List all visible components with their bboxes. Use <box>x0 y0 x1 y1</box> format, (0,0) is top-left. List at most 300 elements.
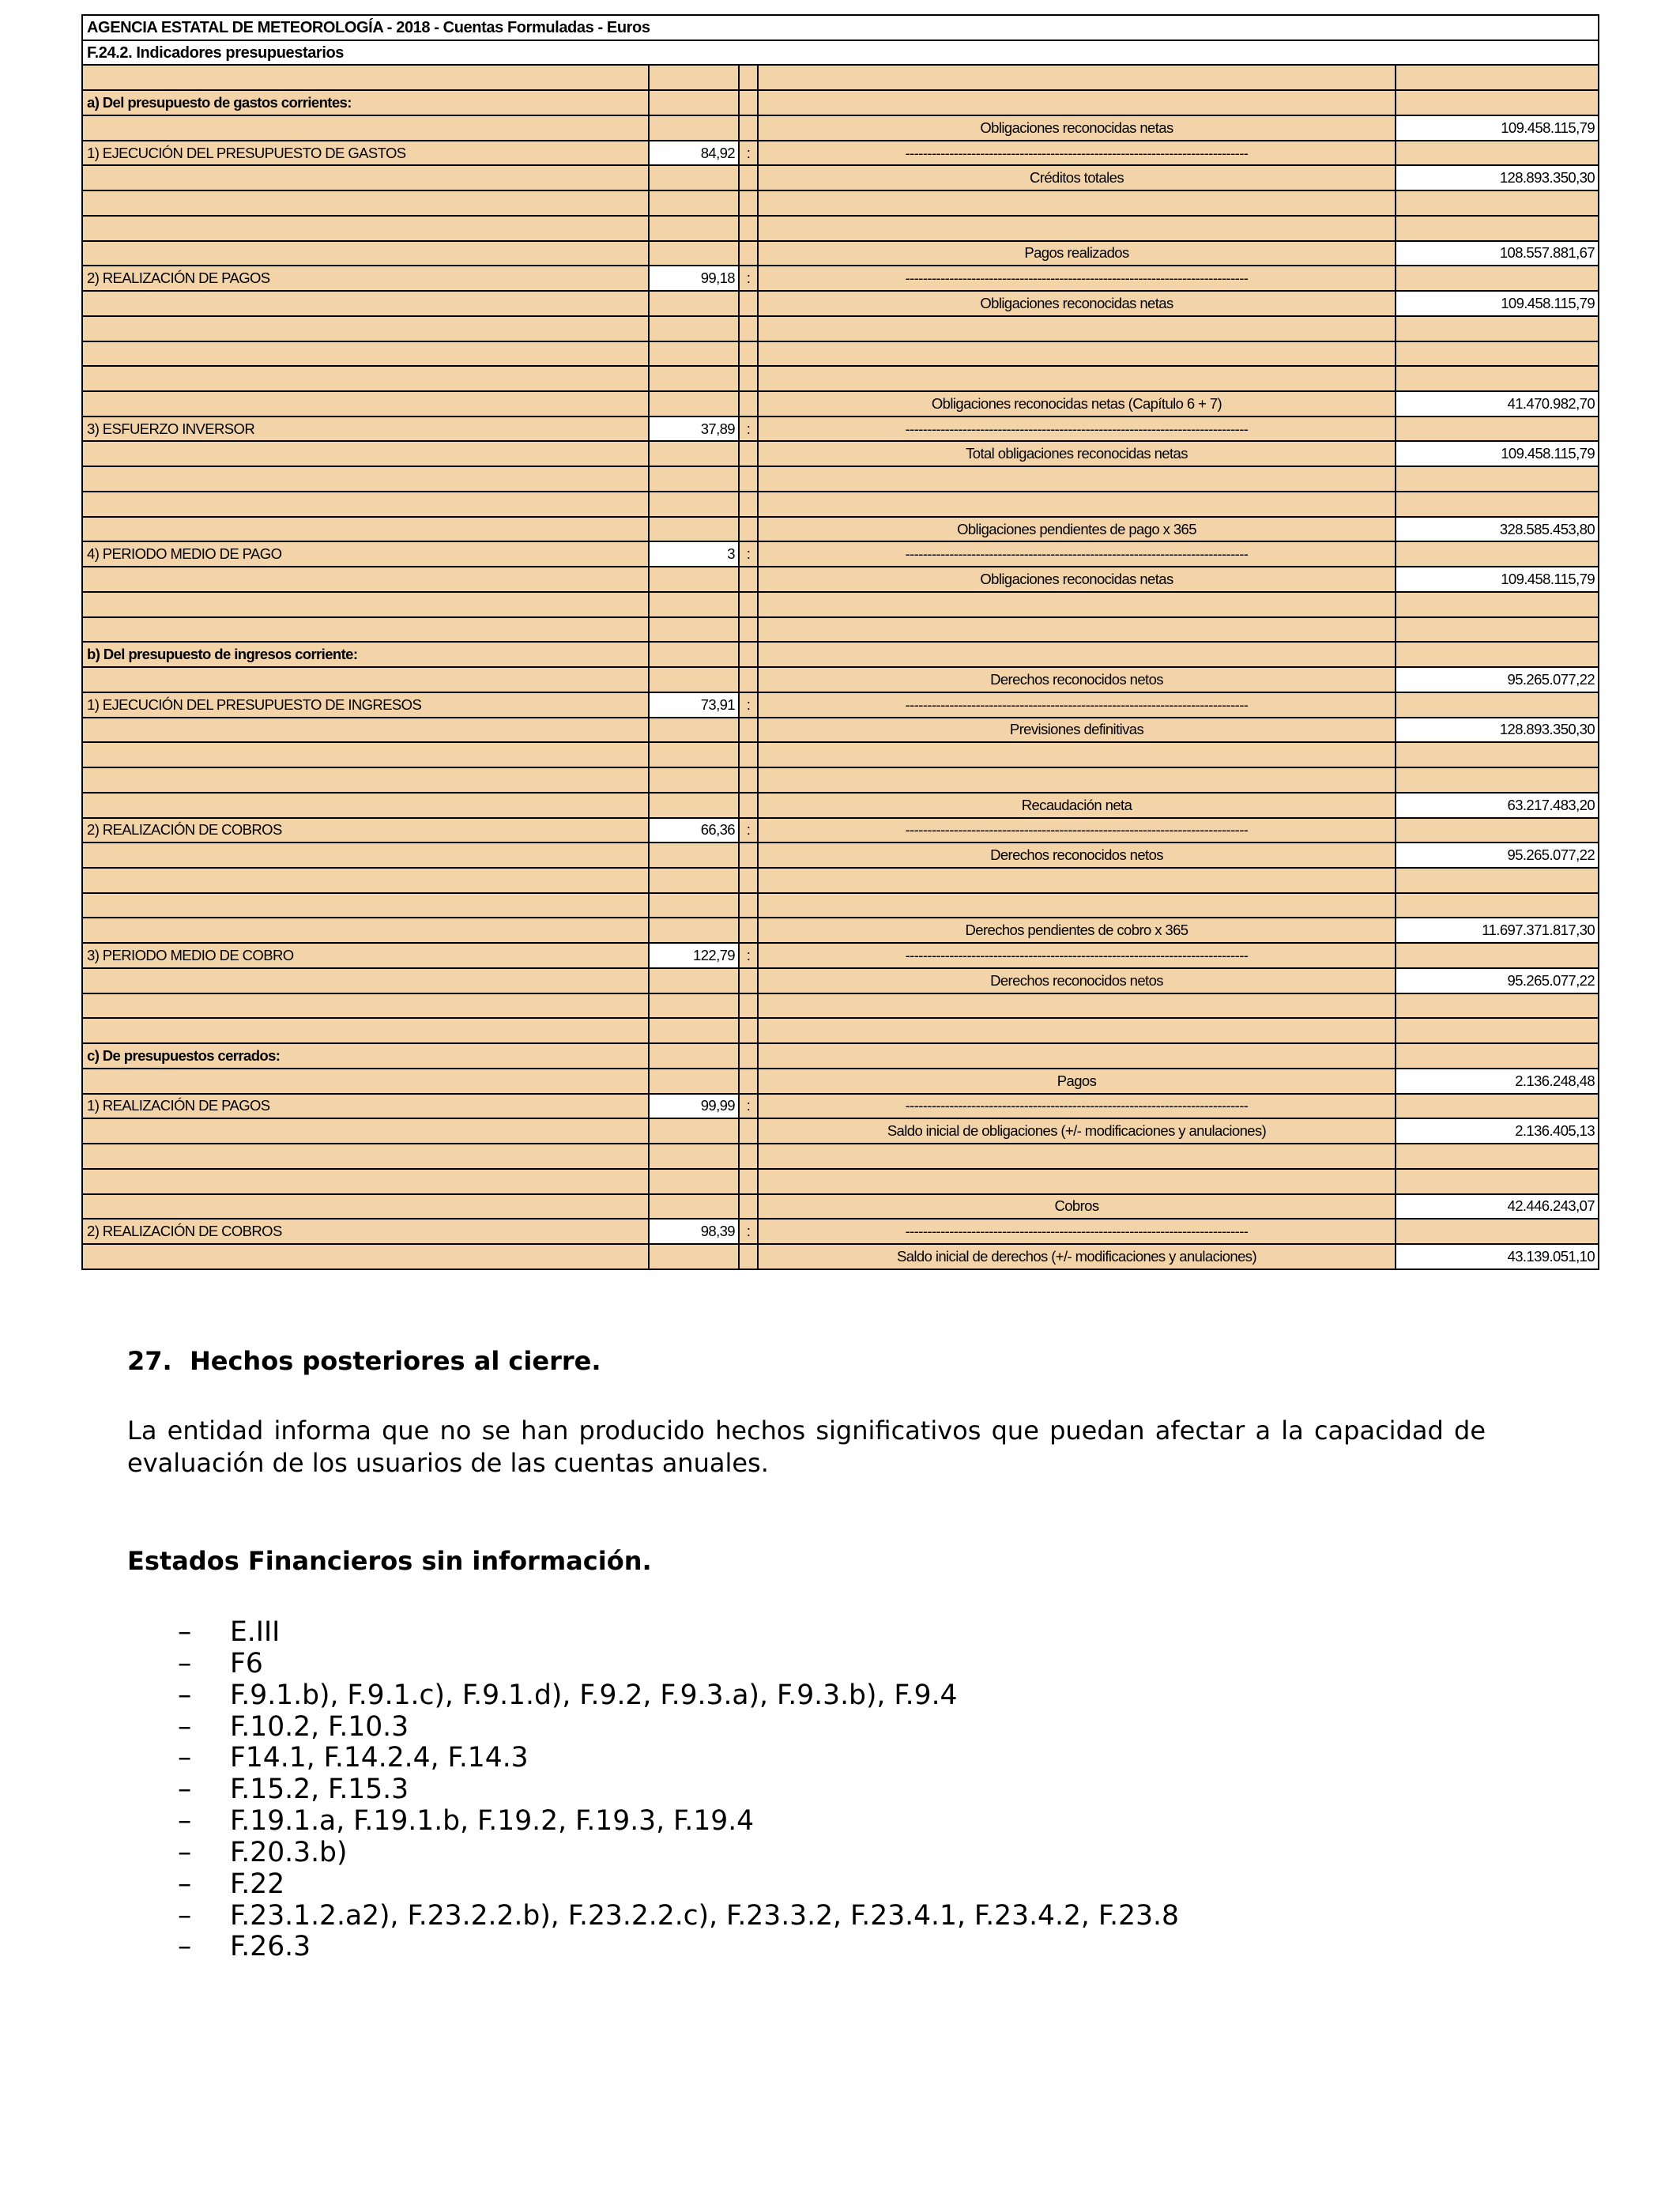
amount: 328.585.453,80 <box>1396 517 1599 542</box>
amount <box>1396 417 1599 442</box>
row-description <box>758 642 1396 667</box>
component-row <box>82 115 1599 141</box>
indicator-value <box>649 1018 739 1043</box>
row-label <box>82 165 649 190</box>
amount <box>1396 466 1599 492</box>
amount <box>1396 692 1599 718</box>
component-row <box>82 1069 1599 1094</box>
table-body <box>82 65 1599 1269</box>
row-label <box>82 391 649 417</box>
list-bullet: – <box>178 1710 192 1743</box>
empty-row <box>82 868 1599 893</box>
separator: : <box>739 141 758 166</box>
row-description <box>758 1144 1396 1169</box>
list-item <box>0 1743 1680 1774</box>
amount <box>1396 1144 1599 1169</box>
amount <box>1396 366 1599 391</box>
amount <box>1396 943 1599 968</box>
table-subtitle-row <box>82 40 1599 66</box>
indicator-value <box>649 893 739 918</box>
row-description: Pagos <box>758 1069 1396 1094</box>
indicator-value <box>649 742 739 767</box>
empty-row <box>82 767 1599 793</box>
separator <box>739 893 758 918</box>
amount <box>1396 993 1599 1019</box>
row-description: Obligaciones reconocidas netas <box>758 291 1396 316</box>
list-item <box>0 1806 1680 1838</box>
row-label <box>82 667 649 692</box>
list-item-text: F.19.1.a, F.19.1.b, F.19.2, F.19.3, F.19.4 <box>230 1805 755 1838</box>
indicator-row <box>82 266 1599 291</box>
row-description: Créditos totales <box>758 165 1396 190</box>
row-description <box>758 190 1396 216</box>
row-description <box>758 592 1396 617</box>
amount <box>1396 341 1599 367</box>
component-row <box>82 241 1599 266</box>
indicator-value <box>649 466 739 492</box>
row-description: ------------------------------------------------------------------------------ <box>758 1219 1396 1244</box>
list-bullet: – <box>178 1931 192 1963</box>
section-heading-row <box>82 90 1599 115</box>
indicator-value <box>649 793 739 818</box>
row-label: 1) REALIZACIÓN DE PAGOS <box>82 1094 649 1119</box>
component-row <box>82 718 1599 743</box>
indicator-row <box>82 1219 1599 1244</box>
row-label <box>82 1144 649 1169</box>
row-label <box>82 115 649 141</box>
empty-row <box>82 492 1599 517</box>
separator: : <box>739 818 758 843</box>
row-label: 3) ESFUERZO INVERSOR <box>82 417 649 442</box>
indicator-value <box>649 617 739 643</box>
indicator-value <box>649 517 739 542</box>
component-row <box>82 1118 1599 1144</box>
component-row <box>82 391 1599 417</box>
amount <box>1396 592 1599 617</box>
amount: 42.446.243,07 <box>1396 1194 1599 1220</box>
indicator-value <box>649 1118 739 1144</box>
indicator-row <box>82 141 1599 166</box>
separator <box>739 216 758 241</box>
row-label: 1) EJECUCIÓN DEL PRESUPUESTO DE GASTOS <box>82 141 649 166</box>
indicator-value: 66,36 <box>649 818 739 843</box>
separator <box>739 1118 758 1144</box>
list-bullet: – <box>178 1742 192 1774</box>
list-item <box>0 1649 1680 1680</box>
indicator-row <box>82 541 1599 567</box>
list-item-text: F.15.2, F.15.3 <box>230 1774 409 1806</box>
row-description <box>758 767 1396 793</box>
indicator-value <box>649 216 739 241</box>
row-description <box>758 366 1396 391</box>
separator <box>739 316 758 341</box>
row-label <box>82 1018 649 1043</box>
separator <box>739 968 758 993</box>
amount <box>1396 742 1599 767</box>
separator: : <box>739 266 758 291</box>
row-description <box>758 742 1396 767</box>
empty-row <box>82 742 1599 767</box>
separator <box>739 567 758 592</box>
amount <box>1396 893 1599 918</box>
separator: : <box>739 541 758 567</box>
amount <box>1396 868 1599 893</box>
amount: 109.458.115,79 <box>1396 291 1599 316</box>
component-row <box>82 291 1599 316</box>
amount <box>1396 266 1599 291</box>
amount <box>1396 617 1599 643</box>
empty-row <box>82 316 1599 341</box>
separator <box>739 115 758 141</box>
row-description: Obligaciones reconocidas netas <box>758 567 1396 592</box>
row-label <box>82 968 649 993</box>
indicator-value <box>649 1069 739 1094</box>
amount: 128.893.350,30 <box>1396 165 1599 190</box>
section-heading: b) Del presupuesto de ingresos corriente: <box>82 642 649 667</box>
section-27-paragraph: La entidad informa que no se han producido hechos significativos que puedan afectar a la capacidad de evaluación de los usuarios de las cuentas anuales. <box>127 1416 1486 1478</box>
row-description <box>758 617 1396 643</box>
empty-row <box>82 341 1599 367</box>
section-heading-row <box>82 1043 1599 1069</box>
indicator-value: 3 <box>649 541 739 567</box>
empty-statements-list <box>0 1617 1680 1963</box>
separator <box>739 517 758 542</box>
row-description <box>758 1018 1396 1043</box>
separator <box>739 341 758 367</box>
empty-row <box>82 1144 1599 1169</box>
indicator-value <box>649 918 739 943</box>
row-description: ------------------------------------------------------------------------------ <box>758 692 1396 718</box>
row-description: Saldo inicial de obligaciones (+/- modificaciones y anulaciones) <box>758 1118 1396 1144</box>
table-title: AGENCIA ESTATAL DE METEOROLOGÍA - 2018 - Cuentas Formuladas - Euros <box>82 15 1599 40</box>
section-heading-27: 27. Hechos posteriores al cierre. <box>127 1346 601 1376</box>
separator <box>739 190 758 216</box>
amount: 41.470.982,70 <box>1396 391 1599 417</box>
indicator-value <box>649 718 739 743</box>
empty-row <box>82 1169 1599 1194</box>
separator: : <box>739 417 758 442</box>
indicator-value <box>649 65 739 90</box>
amount <box>1396 492 1599 517</box>
indicator-value <box>649 1144 739 1169</box>
list-item-text: F.23.1.2.a2), F.23.2.2.b), F.23.2.2.c), F.23.3.2, F.23.4.1, F.23.4.2, F.23.8 <box>230 1899 1179 1932</box>
separator <box>739 165 758 190</box>
row-description <box>758 1169 1396 1194</box>
row-label <box>82 718 649 743</box>
indicator-value <box>649 165 739 190</box>
amount: 95.265.077,22 <box>1396 843 1599 868</box>
empty-row <box>82 216 1599 241</box>
component-row <box>82 567 1599 592</box>
row-label <box>82 517 649 542</box>
indicator-value <box>649 90 739 115</box>
list-item <box>0 1838 1680 1869</box>
indicator-value <box>649 1043 739 1069</box>
list-item-text: F14.1, F.14.2.4, F.14.3 <box>230 1742 529 1774</box>
amount: 63.217.483,20 <box>1396 793 1599 818</box>
row-description: Saldo inicial de derechos (+/- modificaciones y anulaciones) <box>758 1244 1396 1269</box>
indicator-value <box>649 492 739 517</box>
separator <box>739 1144 758 1169</box>
amount: 11.697.371.817,30 <box>1396 918 1599 943</box>
separator <box>739 793 758 818</box>
amount: 109.458.115,79 <box>1396 115 1599 141</box>
separator <box>739 667 758 692</box>
empty-row <box>82 366 1599 391</box>
empty-row <box>82 65 1599 90</box>
empty-row <box>82 893 1599 918</box>
row-description: ------------------------------------------------------------------------------ <box>758 417 1396 442</box>
list-bullet: – <box>178 1836 192 1868</box>
row-description: Obligaciones reconocidas netas <box>758 115 1396 141</box>
row-description: Previsiones definitivas <box>758 718 1396 743</box>
indicator-value: 98,39 <box>649 1219 739 1244</box>
row-label <box>82 567 649 592</box>
table-title-row <box>82 15 1599 40</box>
list-item <box>0 1901 1680 1932</box>
indicator-value <box>649 993 739 1019</box>
separator <box>739 767 758 793</box>
separator: : <box>739 1094 758 1119</box>
separator <box>739 918 758 943</box>
row-description: ------------------------------------------------------------------------------ <box>758 943 1396 968</box>
amount: 95.265.077,22 <box>1396 667 1599 692</box>
separator <box>739 492 758 517</box>
component-row <box>82 843 1599 868</box>
separator <box>739 291 758 316</box>
separator <box>739 1244 758 1269</box>
indicator-value <box>649 391 739 417</box>
amount <box>1396 216 1599 241</box>
table-subtitle: F.24.2. Indicadores presupuestarios <box>82 40 1599 66</box>
empty-row <box>82 592 1599 617</box>
row-description <box>758 466 1396 492</box>
list-item-text: F.10.2, F.10.3 <box>230 1710 409 1743</box>
row-label <box>82 1244 649 1269</box>
list-item-text: F.9.1.b), F.9.1.c), F.9.1.d), F.9.2, F.9.3.a), F.9.3.b), F.9.4 <box>230 1679 958 1711</box>
amount: 43.139.051,10 <box>1396 1244 1599 1269</box>
indicator-row <box>82 943 1599 968</box>
separator <box>739 366 758 391</box>
separator <box>739 441 758 466</box>
empty-row <box>82 993 1599 1019</box>
row-label <box>82 316 649 341</box>
indicator-value <box>649 341 739 367</box>
row-description <box>758 893 1396 918</box>
component-row <box>82 1194 1599 1220</box>
empty-statements-heading: Estados Financieros sin información. <box>127 1546 652 1576</box>
row-description: ------------------------------------------------------------------------------ <box>758 266 1396 291</box>
indicator-value <box>649 767 739 793</box>
indicator-value <box>649 868 739 893</box>
indicator-value <box>649 115 739 141</box>
separator: : <box>739 1219 758 1244</box>
component-row <box>82 1244 1599 1269</box>
indicator-value: 37,89 <box>649 417 739 442</box>
indicator-value: 73,91 <box>649 692 739 718</box>
indicator-value: 84,92 <box>649 141 739 166</box>
row-label <box>82 241 649 266</box>
row-description: Pagos realizados <box>758 241 1396 266</box>
row-description <box>758 868 1396 893</box>
row-description: Recaudación neta <box>758 793 1396 818</box>
indicator-row <box>82 1094 1599 1119</box>
amount <box>1396 1043 1599 1069</box>
indicator-value <box>649 667 739 692</box>
indicator-value <box>649 366 739 391</box>
row-label <box>82 441 649 466</box>
list-item <box>0 1932 1680 1963</box>
amount <box>1396 541 1599 567</box>
separator <box>739 241 758 266</box>
row-description <box>758 316 1396 341</box>
row-description: Total obligaciones reconocidas netas <box>758 441 1396 466</box>
row-label <box>82 341 649 367</box>
row-description <box>758 492 1396 517</box>
row-label <box>82 216 649 241</box>
empty-row <box>82 190 1599 216</box>
row-label <box>82 466 649 492</box>
amount: 2.136.248,48 <box>1396 1069 1599 1094</box>
row-description: Derechos pendientes de cobro x 365 <box>758 918 1396 943</box>
indicator-value <box>649 567 739 592</box>
amount: 108.557.881,67 <box>1396 241 1599 266</box>
row-description: Cobros <box>758 1194 1396 1220</box>
row-description <box>758 65 1396 90</box>
indicator-value: 99,18 <box>649 266 739 291</box>
amount <box>1396 190 1599 216</box>
list-bullet: – <box>178 1868 192 1900</box>
list-bullet: – <box>178 1805 192 1838</box>
row-label <box>82 868 649 893</box>
row-description: ------------------------------------------------------------------------------ <box>758 1094 1396 1119</box>
indicator-value: 122,79 <box>649 943 739 968</box>
row-label: 3) PERIODO MEDIO DE COBRO <box>82 943 649 968</box>
list-item-text: F.20.3.b) <box>230 1836 348 1868</box>
separator: : <box>739 943 758 968</box>
separator <box>739 742 758 767</box>
row-label <box>82 617 649 643</box>
row-label <box>82 993 649 1019</box>
component-row <box>82 165 1599 190</box>
indicator-value <box>649 1194 739 1220</box>
row-label <box>82 742 649 767</box>
row-description: Derechos reconocidos netos <box>758 968 1396 993</box>
list-bullet: – <box>178 1679 192 1711</box>
row-label <box>82 1118 649 1144</box>
indicator-value <box>649 592 739 617</box>
amount: 109.458.115,79 <box>1396 567 1599 592</box>
amount: 109.458.115,79 <box>1396 441 1599 466</box>
indicator-row <box>82 818 1599 843</box>
amount <box>1396 316 1599 341</box>
row-label <box>82 366 649 391</box>
row-label <box>82 767 649 793</box>
row-description: ------------------------------------------------------------------------------ <box>758 818 1396 843</box>
separator <box>739 1194 758 1220</box>
row-label: 4) PERIODO MEDIO DE PAGO <box>82 541 649 567</box>
list-item <box>0 1680 1680 1712</box>
row-label <box>82 1194 649 1220</box>
indicator-value <box>649 190 739 216</box>
row-label <box>82 918 649 943</box>
section-heading: a) Del presupuesto de gastos corrientes: <box>82 90 649 115</box>
row-description <box>758 341 1396 367</box>
row-label: 1) EJECUCIÓN DEL PRESUPUESTO DE INGRESOS <box>82 692 649 718</box>
list-bullet: – <box>178 1616 192 1648</box>
separator <box>739 993 758 1019</box>
section-heading: c) De presupuestos cerrados: <box>82 1043 649 1069</box>
separator <box>739 90 758 115</box>
empty-row <box>82 617 1599 643</box>
separator <box>739 466 758 492</box>
component-row <box>82 793 1599 818</box>
indicator-value <box>649 316 739 341</box>
separator <box>739 1069 758 1094</box>
list-item-text: F6 <box>230 1647 263 1679</box>
indicator-value <box>649 968 739 993</box>
row-label: 2) REALIZACIÓN DE COBROS <box>82 1219 649 1244</box>
separator <box>739 617 758 643</box>
row-label <box>82 793 649 818</box>
amount: 95.265.077,22 <box>1396 968 1599 993</box>
indicator-value <box>649 1169 739 1194</box>
indicator-value: 99,99 <box>649 1094 739 1119</box>
indicator-value <box>649 441 739 466</box>
indicator-value <box>649 1244 739 1269</box>
row-description: Derechos reconocidos netos <box>758 843 1396 868</box>
separator <box>739 868 758 893</box>
row-label <box>82 843 649 868</box>
row-label <box>82 1169 649 1194</box>
list-item-text: F.26.3 <box>230 1931 311 1963</box>
list-item-text: E.III <box>230 1616 281 1648</box>
list-bullet: – <box>178 1647 192 1679</box>
list-item <box>0 1869 1680 1901</box>
row-label <box>82 893 649 918</box>
indicator-value <box>649 642 739 667</box>
row-label: 2) REALIZACIÓN DE PAGOS <box>82 266 649 291</box>
indicator-row <box>82 692 1599 718</box>
component-row <box>82 918 1599 943</box>
component-row <box>82 441 1599 466</box>
row-label <box>82 65 649 90</box>
empty-row <box>82 466 1599 492</box>
row-description <box>758 1043 1396 1069</box>
indicator-row <box>82 417 1599 442</box>
component-row <box>82 517 1599 542</box>
row-label <box>82 190 649 216</box>
separator <box>739 592 758 617</box>
amount <box>1396 818 1599 843</box>
row-description: Obligaciones pendientes de pago x 365 <box>758 517 1396 542</box>
amount <box>1396 90 1599 115</box>
amount <box>1396 1219 1599 1244</box>
amount <box>1396 1018 1599 1043</box>
separator <box>739 718 758 743</box>
row-description <box>758 90 1396 115</box>
row-label <box>82 291 649 316</box>
amount <box>1396 1169 1599 1194</box>
amount <box>1396 1094 1599 1119</box>
amount: 128.893.350,30 <box>1396 718 1599 743</box>
section-heading-row <box>82 642 1599 667</box>
separator <box>739 1043 758 1069</box>
separator <box>739 1018 758 1043</box>
row-label: 2) REALIZACIÓN DE COBROS <box>82 818 649 843</box>
list-bullet: – <box>178 1899 192 1932</box>
row-description: ------------------------------------------------------------------------------ <box>758 141 1396 166</box>
